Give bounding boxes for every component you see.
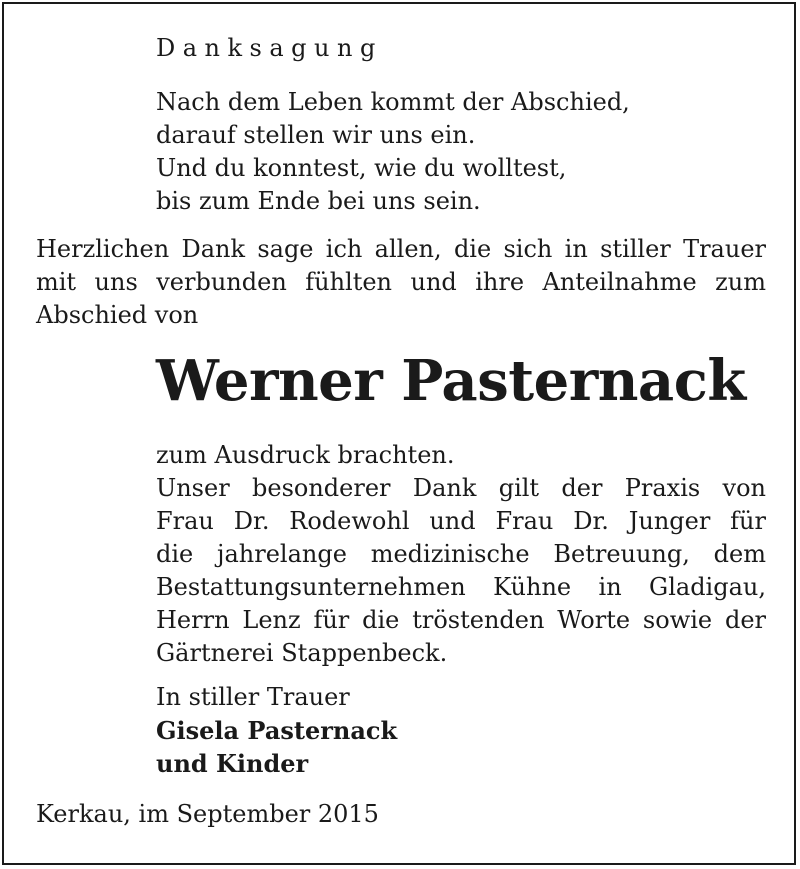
body-paragraph	[156, 439, 766, 670]
deceased-name: Werner Pasternack	[156, 348, 746, 414]
signature-intro: In stiller Trauer	[156, 683, 350, 711]
poem-line: bis zum Ende bei uns sein.	[156, 187, 481, 215]
body-line: Bestattungsunternehmen Kühne in Gladigau,	[156, 573, 766, 601]
body-line: Gärtnerei Stappenbeck.	[156, 639, 448, 667]
body-line: die jahrelange medizinische Betreuung, dem	[156, 540, 766, 568]
signature-name: Gisela Pasternack	[156, 716, 398, 745]
poem	[156, 86, 630, 218]
signature-block	[156, 681, 397, 780]
body-line: zum Ausdruck brachten.	[156, 441, 455, 469]
poem-line: Und du konntest, wie du wolltest,	[156, 154, 567, 182]
thanks-paragraph	[36, 233, 766, 332]
body-line: Unser besonderer Dank gilt der Praxis von	[156, 474, 766, 502]
signature-family: und Kinder	[156, 749, 309, 778]
poem-line: Nach dem Leben kommt der Abschied,	[156, 88, 630, 116]
body-line: Herrn Lenz für die tröstenden Worte sowie der	[156, 606, 766, 634]
body-line: Frau Dr. Rodewohl und Frau Dr. Junger für	[156, 507, 766, 535]
thanks-line: Abschied von	[36, 301, 199, 329]
notice-heading: Danksagung	[156, 34, 383, 62]
poem-line: darauf stellen wir uns ein.	[156, 121, 476, 149]
place-date: Kerkau, im September 2015	[36, 800, 379, 828]
thanks-line: mit uns verbunden fühlten und ihre Anteilnahme zum	[36, 268, 766, 296]
thanks-line: Herzlichen Dank sage ich allen, die sich in stiller Trauer	[36, 235, 766, 263]
